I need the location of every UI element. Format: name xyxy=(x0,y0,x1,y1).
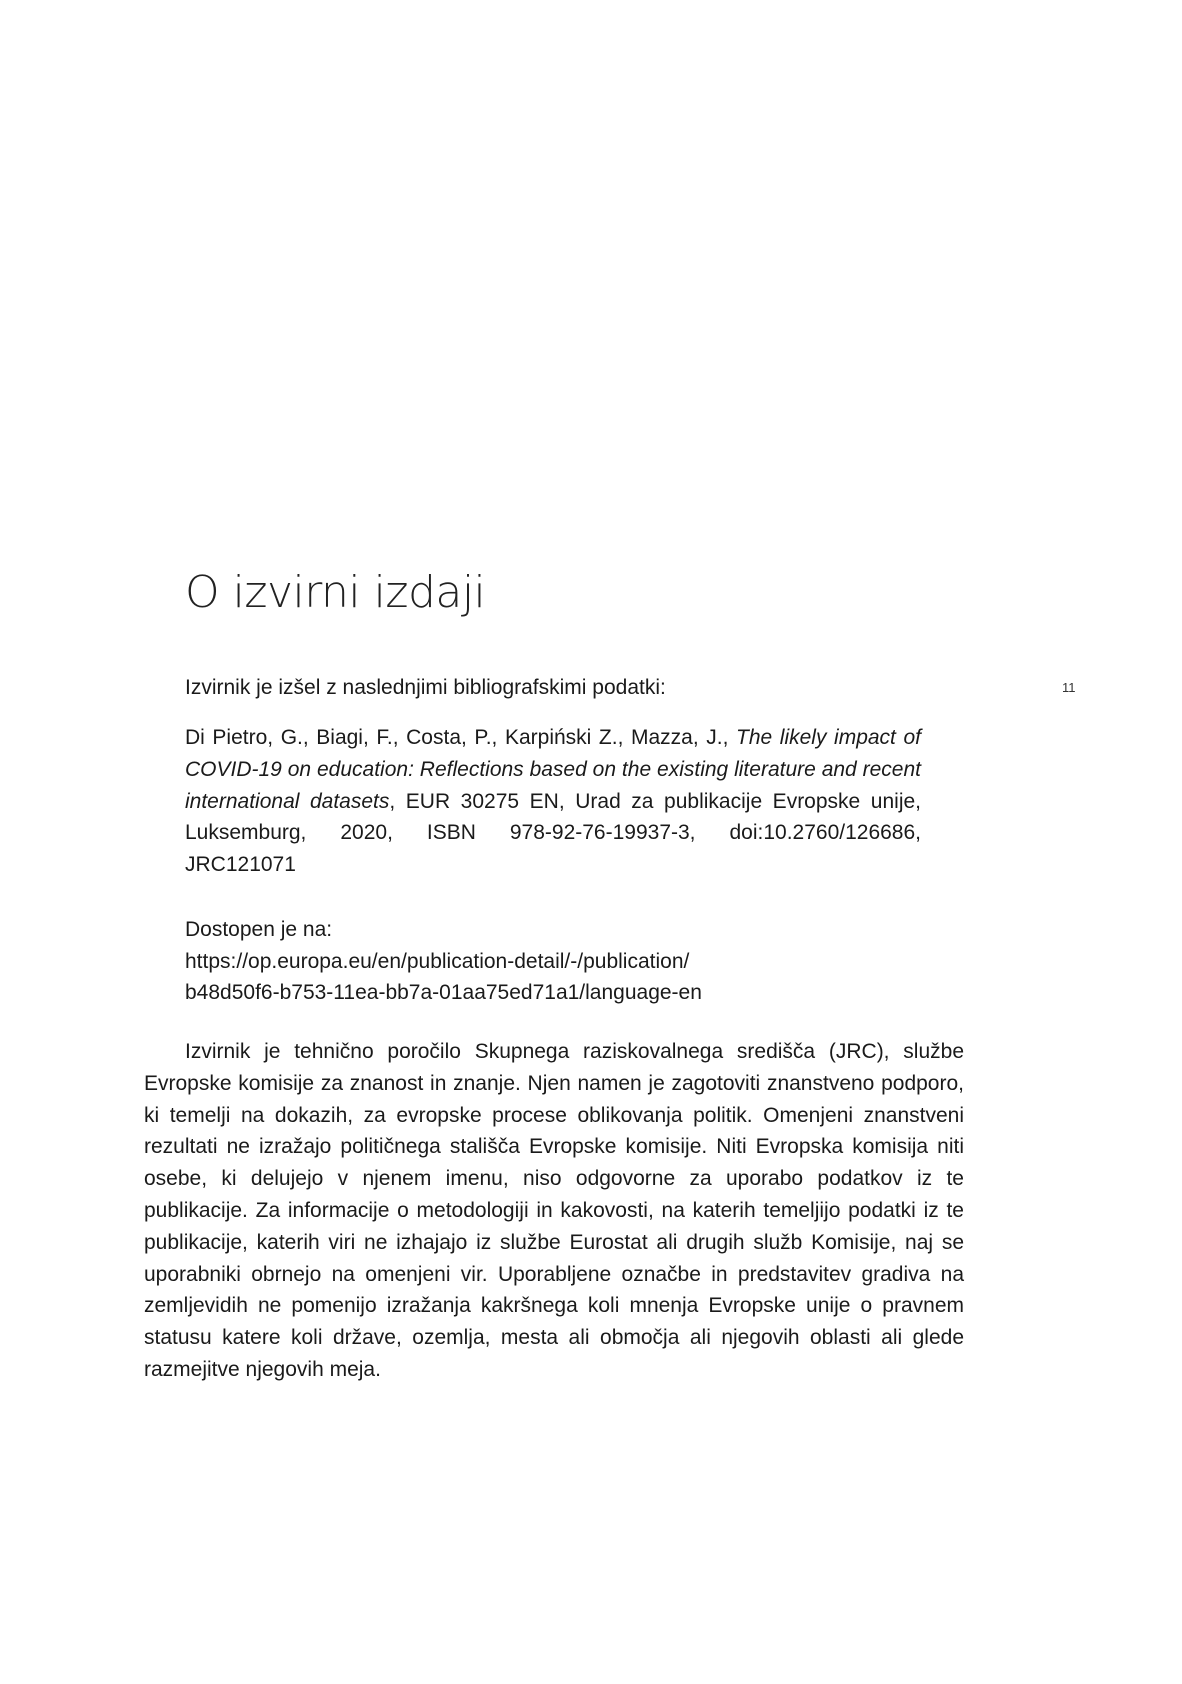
availability-url-line-2: b48d50f6-b753-11ea-bb7a-01aa75ed71a1/language-en xyxy=(185,981,702,1004)
availability-label: Dostopen je na: xyxy=(185,918,333,941)
page-number: 11 xyxy=(1062,680,1076,695)
availability-url-line-1: https://op.europa.eu/en/publication-detail/-/publication/ xyxy=(185,949,690,973)
availability xyxy=(185,914,945,1009)
citation-details: , EUR 30275 EN, Urad za publikacije Evropske unije, Luksemburg, 2020, ISBN 978-92-76-19937-3, doi:10.2760/126686, JRC121071 xyxy=(185,789,921,877)
body-paragraph: Izvirnik je tehnično poročilo Skupnega raziskovalnega središča (JRC), službe Evropske komisije za znanost in znanje. Njen namen je zagotoviti znanstveno podporo, ki temelji na dokazih, za evropske procese oblikovanja politik. Omenjeni znanstveni rezultati ne izražajo političnega stališča Evropske komisije. Niti Evropska komisija niti osebe, ki delujejo v njenem imenu, niso odgovorne za uporabo podatkov iz te publikacije. Za informacije o metodologiji in kakovosti, na katerih temeljijo podatki iz te publikacije, katerih viri ne izhajajo iz službe Eurostat ali drugih služb Komisije, naj se uporabniki obrnejo na omenjeni vir. Uporabljene označbe in predstavitev gradiva na zemljevidih ne pomenijo izražanja kakršnega koli mnenja Evropske unije o pravnem statusu katere koli države, ozemlja, mesta ali območja ali njegovih oblasti ali glede razmejitve njegovih meja. xyxy=(144,1040,964,1381)
intro-text: Izvirnik je izšel z naslednjimi bibliografskimi podatki: xyxy=(185,676,666,699)
citation-title: The likely impact of COVID-19 on education: Reflections based on the existing literature and recent international datasets xyxy=(185,726,921,813)
page-title: O izvirni izdaji xyxy=(185,567,486,618)
citation-authors: Di Pietro, G., Biagi, F., Costa, P., Karpiński Z., Mazza, J., xyxy=(185,726,737,749)
citation xyxy=(185,722,921,881)
